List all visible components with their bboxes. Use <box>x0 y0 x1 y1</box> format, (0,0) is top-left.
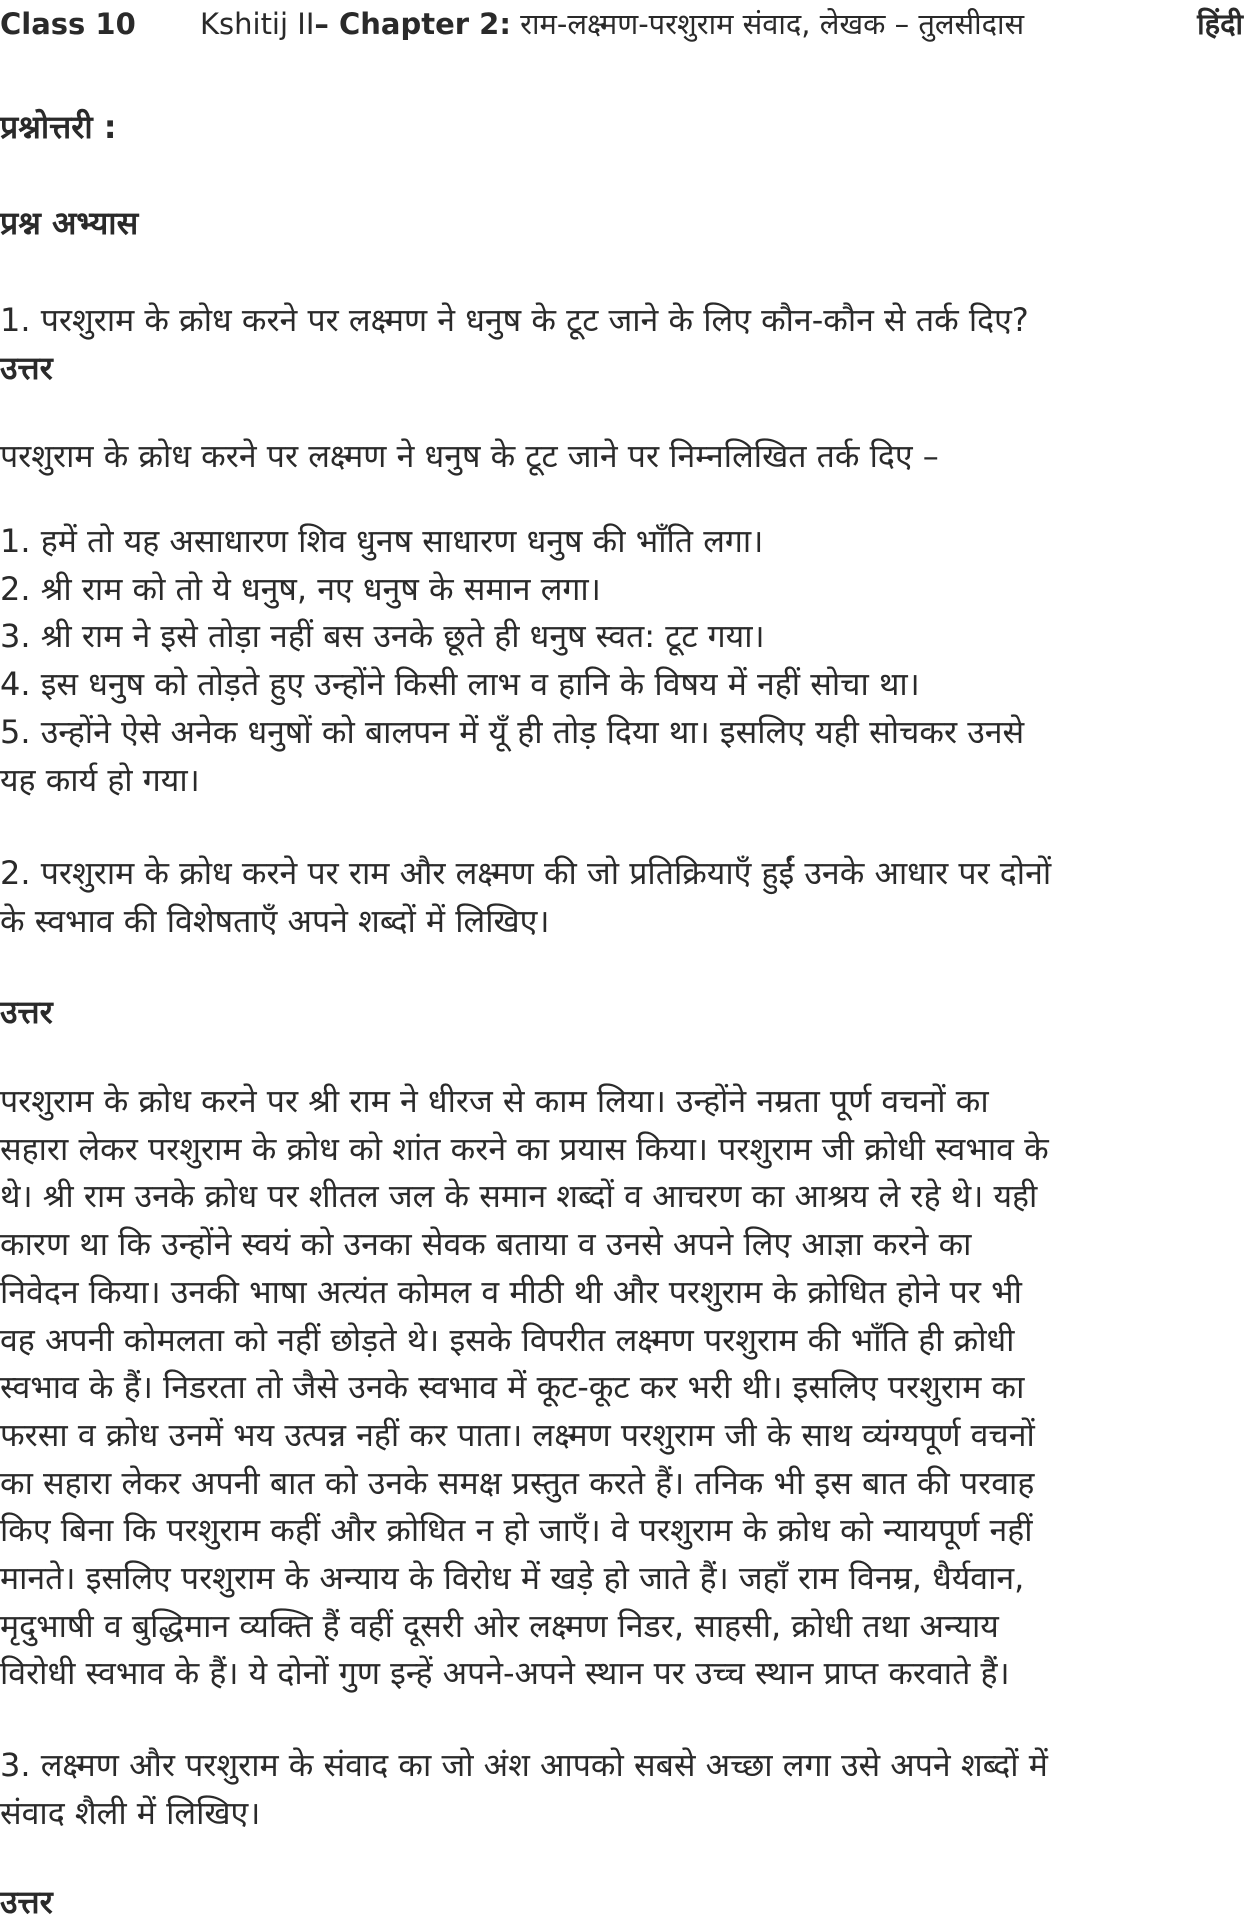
answer-label: उत्तर <box>0 1883 53 1921</box>
list-item: 2. श्री राम को तो ये धनुष, नए धनुष के समान लगा। <box>0 569 601 608</box>
question-3 <box>0 1742 1253 1837</box>
paragraph-line: का सहारा लेकर अपनी बात को उनके समक्ष प्रस्तुत करते हैं। तनिक भी इस बात की परवाह <box>0 1463 1035 1502</box>
answer-1 <box>0 433 1253 481</box>
book-name: Kshitij II <box>200 7 315 41</box>
answer-2 <box>0 1078 1253 1698</box>
list-item: 3. श्री राम ने इसे तोड़ा नहीं बस उनके छूते ही धनुष स्वत: टूट गया। <box>0 617 765 656</box>
subsection-title: प्रश्न अभ्यास <box>0 204 139 242</box>
list-item: 4. इस धनुष को तोड़ते हुए उन्होंने किसी लाभ व हानि के विषय में नहीं सोचा था। <box>0 665 920 704</box>
subject-label: हिंदी <box>1197 7 1243 41</box>
chapter-title: राम-लक्ष्मण-परशुराम संवाद, लेखक – तुलसीदास <box>520 7 1025 41</box>
paragraph-line: वह अपनी कोमलता को नहीं छोड़ते थे। इसके विपरीत लक्ष्मण परशुराम की भाँति ही क्रोधी <box>0 1320 1015 1359</box>
paragraph-line: कारण था कि उन्होंने स्वयं को उनका सेवक बताया व उनसे अपने लिए आज्ञा करने का <box>0 1225 972 1264</box>
section-title: प्रश्नोत्तरी : <box>0 108 117 146</box>
answer-label: उत्तर <box>0 348 53 387</box>
list-item: 5. उन्होंने ऐसे अनेक धनुषों को बालपन में यूँ ही तोड़ दिया था। इसलिए यही सोचकर उनसे <box>0 712 1025 751</box>
answer-intro: परशुराम के क्रोध करने पर लक्ष्मण ने धनुष के टूट जाने पर निम्नलिखित तर्क दिए – <box>0 437 939 475</box>
question-line: 1. परशुराम के क्रोध करने पर लक्ष्मण ने धनुष के टूट जाने के लिए कौन-कौन से तर्क दिए? <box>0 301 1029 339</box>
answer-label: उत्तर <box>0 993 53 1031</box>
list-item: यह कार्य हो गया। <box>0 760 200 799</box>
question-line: 3. लक्ष्मण और परशुराम के संवाद का जो अंश आपको सबसे अच्छा लगा उसे अपने शब्दों में <box>0 1746 1048 1784</box>
paragraph-line: निवेदन किया। उनकी भाषा अत्यंत कोमल व मीठी थी और परशुराम के क्रोधित होने पर भी <box>0 1272 1022 1311</box>
question-2 <box>0 850 1253 945</box>
chapter-label: – Chapter 2: <box>314 7 511 41</box>
paragraph-line: फरसा व क्रोध उनमें भय उत्पन्न नहीं कर पाता। लक्ष्मण परशुराम जी के साथ व्यंग्यपूर्ण वचनों <box>0 1415 1035 1454</box>
list-item: 1. हमें तो यह असाधारण शिव धुनष साधारण धनुष की भाँति लगा। <box>0 522 764 560</box>
paragraph-line: स्वभाव के हैं। निडरता तो जैसे उनके स्वभाव में कूट-कूट कर भरी थी। इसलिए परशुराम का <box>0 1368 1025 1407</box>
class-label: Class 10 <box>0 7 136 41</box>
paragraph-line: सहारा लेकर परशुराम के क्रोध को शांत करने का प्रयास किया। परशुराम जी क्रोधी स्वभाव के <box>0 1129 1049 1168</box>
paragraph-line: विरोधी स्वभाव के हैं। ये दोनों गुण इन्हें अपने-अपने स्थान पर उच्च स्थान प्राप्त करवाते हैं। <box>0 1654 1010 1693</box>
paragraph-line: परशुराम के क्रोध करने पर श्री राम ने धीरज से काम लिया। उन्होंने नम्रता पूर्ण वचनों का <box>0 1082 989 1120</box>
question-line: के स्वभाव की विशेषताएँ अपने शब्दों में लिखिए। <box>0 901 550 940</box>
question-line: संवाद शैली में लिखिए। <box>0 1793 261 1832</box>
question-1 <box>0 297 1253 392</box>
paragraph-line: किए बिना कि परशुराम कहीं और क्रोधित न हो जाएँ। वे परशुराम के क्रोध को न्यायपूर्ण नहीं <box>0 1511 1033 1550</box>
paragraph-line: मृदुभाषी व बुद्धिमान व्यक्ति हैं वहीं दूसरी ओर लक्ष्मण निडर, साहसी, क्रोधी तथा अन्याय <box>0 1606 999 1645</box>
chapter-heading <box>200 0 1024 48</box>
paragraph-line: मानते। इसलिए परशुराम के अन्याय के विरोध में खड़े हो जाते हैं। जहाँ राम विनम्र, धैर्यवान, <box>0 1559 1025 1598</box>
paragraph-line: थे। श्री राम उनके क्रोध पर शीतल जल के समान शब्दों व आचरण का आश्रय ले रहे थे। यही <box>0 1177 1038 1216</box>
question-line: 2. परशुराम के क्रोध करने पर राम और लक्ष्मण की जो प्रतिक्रियाएँ हुईं उनके आधार पर दोनों <box>0 854 1052 892</box>
answer-1-points <box>0 518 1253 804</box>
page-header <box>0 0 1253 48</box>
